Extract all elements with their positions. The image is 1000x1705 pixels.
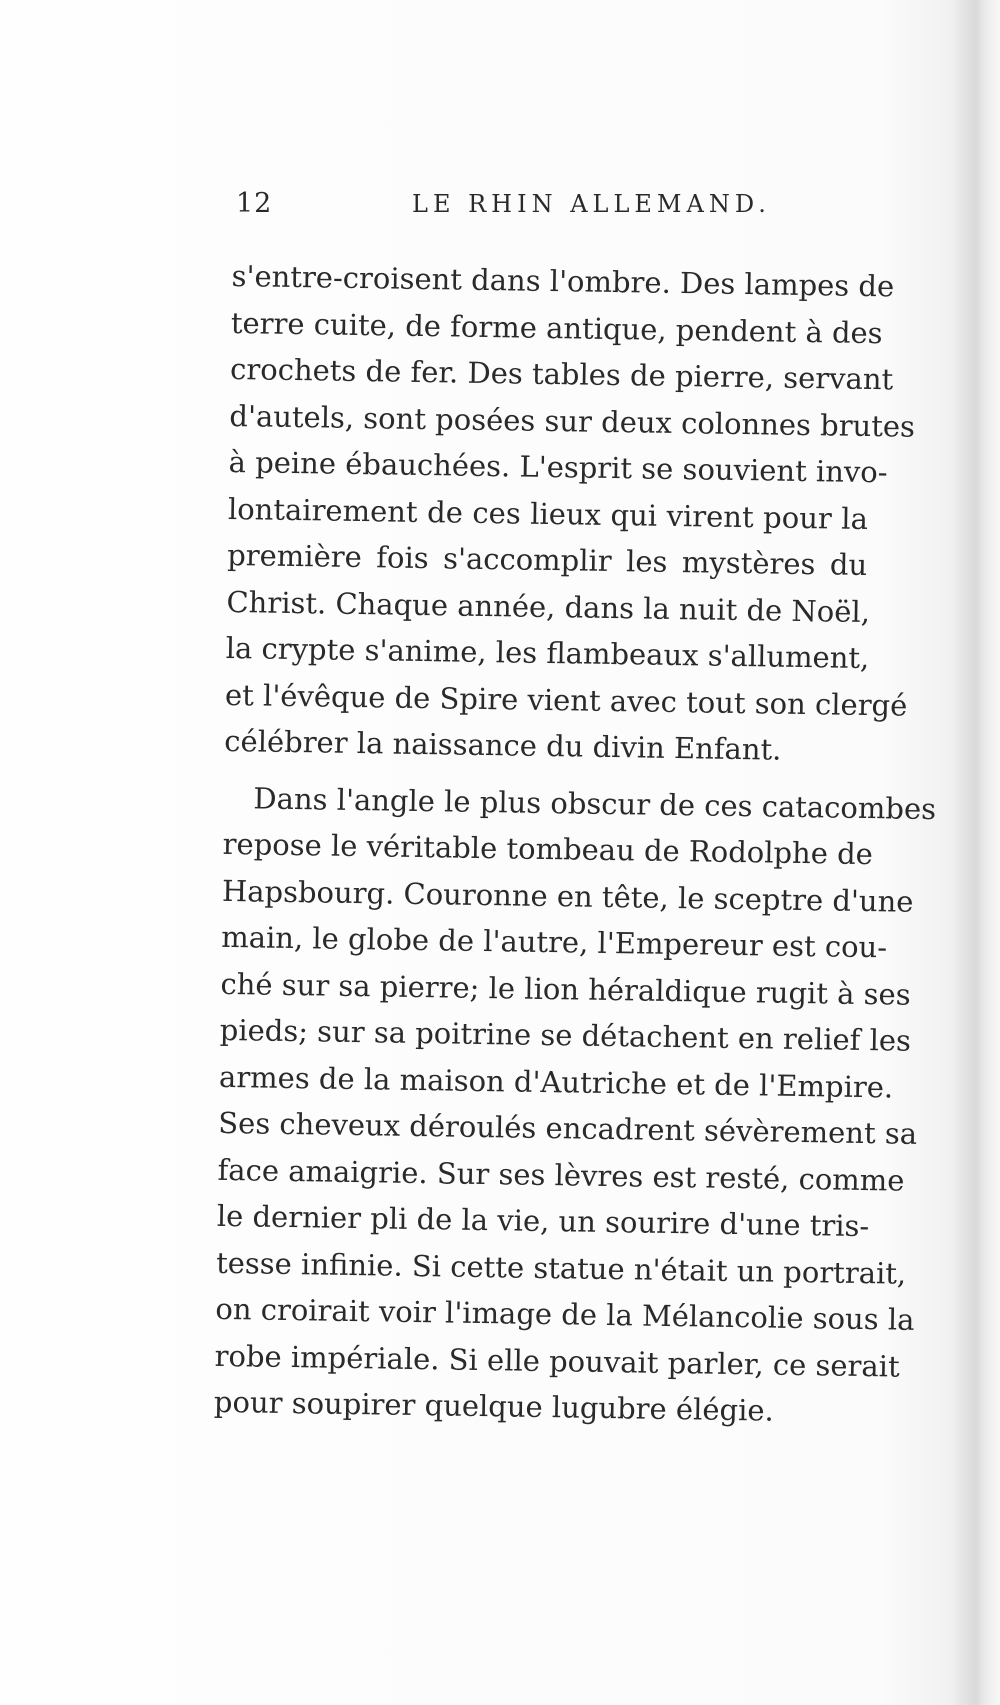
- text-line: d'autels, sont posées sur deux colonnes brutes: [229, 398, 916, 444]
- text-line: et l'évêque de Spire vient avec tout son clergé: [224, 677, 908, 723]
- text-line: pieds; sur sa poitrine se détachent en relief les: [219, 1012, 912, 1058]
- text-line: Ses cheveux déroulés encadrent sévèrement sa: [218, 1105, 918, 1151]
- page-number: 12: [236, 188, 273, 219]
- text-line: tesse infinie. Si cette statue n'était un portrait,: [215, 1245, 907, 1291]
- running-title: LE RHIN ALLEMAND.: [412, 190, 771, 218]
- text-line: crochets de fer. Des tables de pierre, servant: [229, 351, 894, 397]
- text-line: repose le véritable tombeau de Rodolphe de: [222, 826, 874, 872]
- paragraph-1: [224, 253, 916, 774]
- text-line: à peine ébauchées. L'esprit se souvient invo-: [228, 444, 888, 490]
- text-line: armes de la maison d'Autriche et de l'Empire.: [218, 1059, 894, 1104]
- text-line: première fois s'accomplir les mystères du: [226, 537, 868, 583]
- text-line: on croirait voir l'image de la Mélancolie sous la: [215, 1291, 915, 1337]
- text-line: pour soupirer quelque lugubre élégie.: [213, 1384, 775, 1428]
- text-line: Christ. Chaque année, dans la nuit de Noël,: [226, 584, 871, 629]
- text-line: s'entre-croisent dans l'ombre. Des lampes de: [231, 258, 895, 304]
- text-line: face amaigrie. Sur ses lèvres est resté, comme: [217, 1152, 905, 1198]
- page-header: [236, 188, 936, 228]
- paragraph-2: [213, 774, 937, 1435]
- text-line: ché sur sa pierre; le lion héraldique rugit à ses: [220, 966, 911, 1012]
- text-line: Hapsbourg. Couronne en tête, le sceptre d'une: [221, 873, 914, 919]
- text-line: terre cuite, de forme antique, pendent à des: [230, 305, 883, 350]
- text-line: la crypte s'anime, les flambeaux s'allument,: [225, 630, 870, 676]
- text-line: lontairement de ces lieux qui virent pour la: [227, 491, 869, 536]
- text-line: main, le globe de l'autre, l'Empereur est cou-: [220, 919, 888, 965]
- body-text: [213, 253, 937, 1435]
- text-line: robe impériale. Si elle pouvait parler, ce serait: [214, 1338, 900, 1384]
- text-line: le dernier pli de la vie, un sourire d'une tris-: [216, 1198, 870, 1244]
- text-line: Dans l'angle le plus obscur de ces catacombes: [253, 780, 937, 826]
- text-line: célébrer la naissance du divin Enfant.: [224, 723, 782, 767]
